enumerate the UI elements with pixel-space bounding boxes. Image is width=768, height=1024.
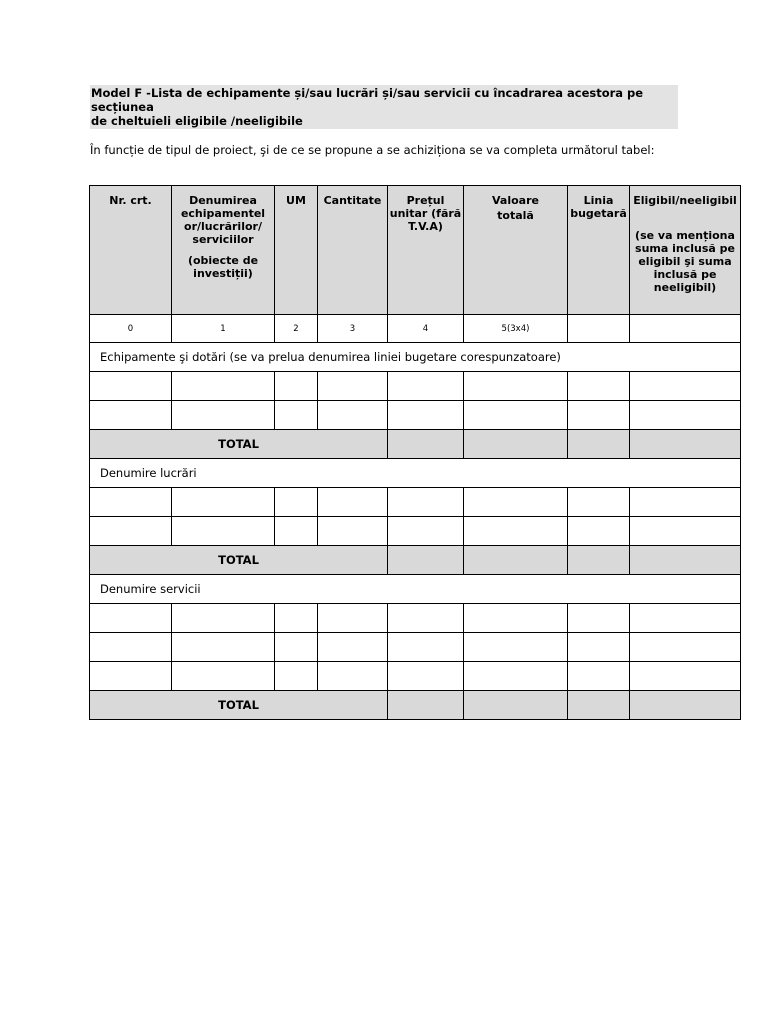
table-cell[interactable] <box>275 401 318 430</box>
total-cell[interactable] <box>568 691 630 720</box>
header-um: UM <box>275 186 318 315</box>
table-cell[interactable] <box>318 662 388 691</box>
table-cell[interactable] <box>90 401 172 430</box>
table-cell[interactable] <box>388 517 464 546</box>
index-cell: 4 <box>388 315 464 343</box>
header-pret: Prețul unitar (fără T.V.A) <box>388 186 464 315</box>
section-row-servicii <box>90 575 741 604</box>
index-cell: 3 <box>318 315 388 343</box>
section-label: Denumire servicii <box>90 575 741 604</box>
section-label: Denumire lucrări <box>90 459 741 488</box>
header-nr: Nr. crt. <box>90 186 172 315</box>
index-row <box>90 315 741 343</box>
table-cell[interactable] <box>318 372 388 401</box>
equipment-table <box>89 185 741 720</box>
table-cell[interactable] <box>318 633 388 662</box>
header-denumire: Denumirea echipamentel or/lucrărilor/ serviciilor (obiecte de investiții) <box>172 186 275 315</box>
table-cell[interactable] <box>275 633 318 662</box>
table-cell[interactable] <box>388 633 464 662</box>
table-cell[interactable] <box>172 662 275 691</box>
table-cell[interactable] <box>275 372 318 401</box>
table-row <box>90 517 741 546</box>
table-cell[interactable] <box>172 372 275 401</box>
table-row <box>90 633 741 662</box>
index-cell <box>630 315 741 343</box>
index-cell: 2 <box>275 315 318 343</box>
table-cell[interactable] <box>172 604 275 633</box>
table-cell[interactable] <box>172 488 275 517</box>
document-title <box>90 85 678 129</box>
total-row <box>90 691 741 720</box>
table-cell[interactable] <box>464 372 568 401</box>
total-cell[interactable] <box>388 546 464 575</box>
table-cell[interactable] <box>318 517 388 546</box>
table-cell[interactable] <box>630 401 741 430</box>
total-cell[interactable] <box>464 430 568 459</box>
total-label: TOTAL <box>90 691 388 720</box>
table-cell[interactable] <box>90 488 172 517</box>
table-cell[interactable] <box>568 633 630 662</box>
section-label: Echipamente şi dotări (se va prelua denumirea liniei bugetare corespunzatoare) <box>90 343 741 372</box>
table-cell[interactable] <box>630 633 741 662</box>
table-cell[interactable] <box>275 488 318 517</box>
section-row-lucrari <box>90 459 741 488</box>
table-cell[interactable] <box>630 372 741 401</box>
total-cell[interactable] <box>388 691 464 720</box>
table-cell[interactable] <box>388 372 464 401</box>
total-cell[interactable] <box>388 430 464 459</box>
table-cell[interactable] <box>90 662 172 691</box>
header-linia: Linia bugetară <box>568 186 630 315</box>
table-cell[interactable] <box>630 517 741 546</box>
table-cell[interactable] <box>318 604 388 633</box>
table-cell[interactable] <box>568 662 630 691</box>
total-cell[interactable] <box>630 691 741 720</box>
index-cell: 0 <box>90 315 172 343</box>
header-valoare: Valoare totală <box>464 186 568 315</box>
intro-text: În funcție de tipul de proiect, şi de ce se propune a se achiziționa se va completa următorul tabel: <box>90 143 655 157</box>
table-cell[interactable] <box>568 401 630 430</box>
table-cell[interactable] <box>275 517 318 546</box>
table-cell[interactable] <box>388 488 464 517</box>
header-cantitate: Cantitate <box>318 186 388 315</box>
table-cell[interactable] <box>630 604 741 633</box>
table-cell[interactable] <box>275 662 318 691</box>
table-cell[interactable] <box>568 604 630 633</box>
table-cell[interactable] <box>90 372 172 401</box>
table-cell[interactable] <box>464 633 568 662</box>
table-cell[interactable] <box>630 488 741 517</box>
table-cell[interactable] <box>318 401 388 430</box>
total-cell[interactable] <box>630 430 741 459</box>
table-cell[interactable] <box>90 604 172 633</box>
total-cell[interactable] <box>568 430 630 459</box>
table-cell[interactable] <box>90 517 172 546</box>
header-eligibil: Eligibil/neeligibil (se va menționa suma inclusă pe eligibil şi suma inclusă pe neeligibil) <box>630 186 741 315</box>
table-cell[interactable] <box>388 401 464 430</box>
total-cell[interactable] <box>630 546 741 575</box>
header-row <box>90 186 741 315</box>
table-cell[interactable] <box>388 604 464 633</box>
index-cell: 1 <box>172 315 275 343</box>
total-cell[interactable] <box>464 546 568 575</box>
total-label: TOTAL <box>90 430 388 459</box>
table-cell[interactable] <box>568 517 630 546</box>
total-cell[interactable] <box>464 691 568 720</box>
table-row <box>90 604 741 633</box>
table-cell[interactable] <box>464 517 568 546</box>
total-label: TOTAL <box>90 546 388 575</box>
total-row <box>90 546 741 575</box>
table-cell[interactable] <box>388 662 464 691</box>
total-cell[interactable] <box>568 546 630 575</box>
table-row <box>90 488 741 517</box>
table-cell[interactable] <box>464 662 568 691</box>
section-row-echipamente <box>90 343 741 372</box>
table-cell[interactable] <box>630 662 741 691</box>
index-cell: 5(3x4) <box>464 315 568 343</box>
table-cell[interactable] <box>464 604 568 633</box>
table-cell[interactable] <box>90 633 172 662</box>
table-row <box>90 662 741 691</box>
table-cell[interactable] <box>568 372 630 401</box>
table-cell[interactable] <box>172 633 275 662</box>
title-line-1: Model F -Lista de echipamente și/sau lucrări și/sau servicii cu încadrarea acestora pe secțiunea <box>91 86 644 114</box>
table-cell[interactable] <box>172 401 275 430</box>
table-cell[interactable] <box>172 517 275 546</box>
index-cell <box>568 315 630 343</box>
table-cell[interactable] <box>318 488 388 517</box>
table-row <box>90 372 741 401</box>
table-cell[interactable] <box>275 604 318 633</box>
table-cell[interactable] <box>568 488 630 517</box>
total-row <box>90 430 741 459</box>
table-row <box>90 401 741 430</box>
title-line-2: de cheltuieli eligibile /neeligibile <box>91 114 303 128</box>
table-cell[interactable] <box>464 401 568 430</box>
table-cell[interactable] <box>464 488 568 517</box>
